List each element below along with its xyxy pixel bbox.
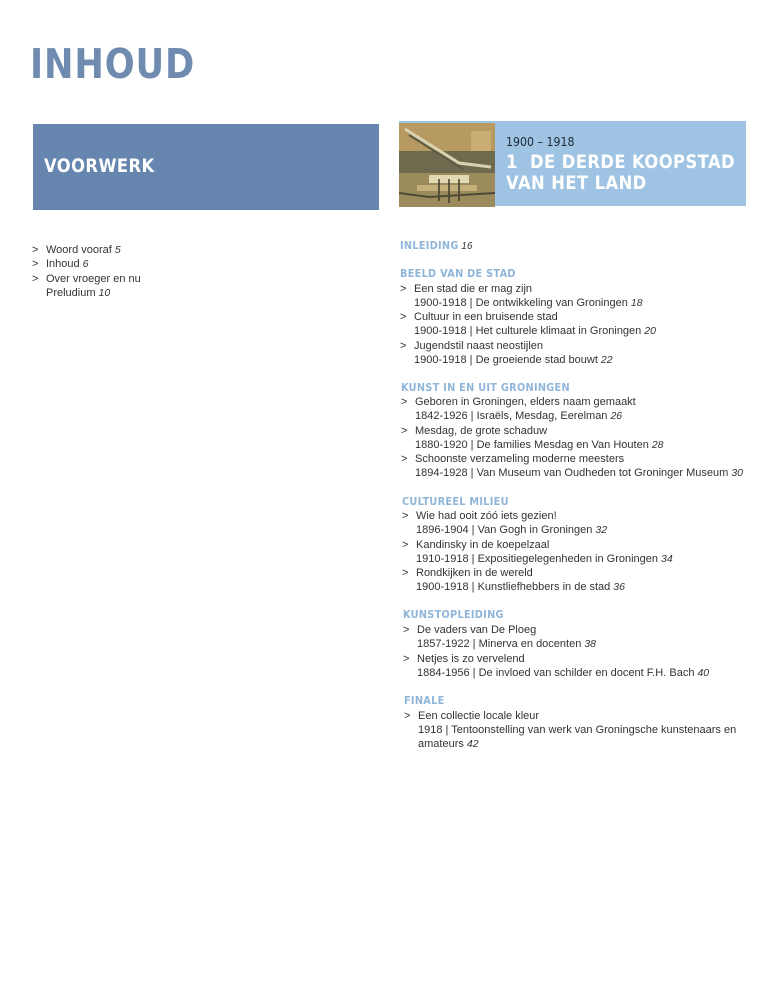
entry-subtitle: De families Mesdag en Van Houten [476, 439, 649, 452]
entry-subtitle: Minerva en docenten [478, 638, 582, 651]
entry-subtitle: Het culturele klimaat in Groningen [475, 325, 642, 338]
entry-years: 1896-1904 [416, 524, 469, 537]
item-label: Inhoud [46, 258, 80, 271]
entry-years: 1900-1918 [416, 581, 469, 594]
page-number: 38 [584, 638, 597, 651]
section-heading: BEELD VAN DE STAD [400, 268, 516, 280]
entry-subtitle: Tentoonstelling van werk van Groningsche kunstenaars en [451, 724, 737, 737]
entry-title: Mesdag, de grote schaduw [415, 425, 548, 437]
arrow-icon: > [401, 453, 408, 465]
page-number: 10 [98, 286, 111, 299]
arrow-icon: > [32, 258, 39, 271]
entry-years: 1900-1918 [414, 325, 467, 338]
arrow-icon: > [401, 396, 408, 408]
section-heading: KUNSTOPLEIDING [403, 609, 504, 621]
chapter-title [506, 152, 735, 194]
toc-entry[interactable] [403, 623, 596, 651]
voorwerk-list [32, 243, 141, 300]
page-number: 6 [82, 258, 89, 271]
list-item[interactable] [32, 257, 141, 271]
arrow-icon: > [403, 624, 410, 636]
entry-subline: 1918 | Tentoonstelling van werk van Groningsche kunstenaars en [418, 724, 737, 737]
arrow-icon: > [400, 340, 407, 352]
entry-subtitle-2: amateurs [418, 738, 464, 751]
toc-entry[interactable] [402, 566, 625, 594]
page-number: 16 [461, 240, 473, 252]
toc-entry[interactable] [403, 652, 709, 680]
toc-entry[interactable] [401, 395, 636, 423]
toc-entry[interactable] [401, 452, 743, 480]
entry-years: 1884-1956 [417, 667, 470, 680]
entry-subtitle: De ontwikkeling van Groningen [475, 297, 628, 310]
entry-title: Rondkijken in de wereld [416, 567, 533, 579]
arrow-icon: > [402, 539, 409, 551]
arrow-icon: > [404, 710, 411, 722]
entry-title: Kandinsky in de koepelzaal [416, 539, 550, 551]
entry-subtitle: Kunstliefhebbers in de stad [477, 581, 611, 594]
voorwerk-banner [33, 124, 379, 210]
toc-entry[interactable] [402, 509, 607, 537]
section-heading: KUNST IN EN UIT GRONINGEN [401, 382, 570, 394]
entry-title: Netjes is zo vervelend [417, 653, 525, 665]
toc-entry[interactable] [402, 538, 673, 566]
entry-subline: 1900-1918 | De groeiende stad bouwt 22 [414, 354, 613, 367]
entry-title: Cultuur in een bruisende stad [414, 311, 558, 323]
entry-title: Jugendstil naast neostijlen [414, 340, 544, 352]
page-number: 42 [466, 738, 479, 751]
arrow-icon: > [402, 567, 409, 579]
arrow-icon: > [32, 244, 39, 256]
item-label: Woord vooraf [46, 244, 112, 256]
page-number: 34 [661, 553, 673, 566]
entry-years: 1880-1920 [415, 439, 468, 452]
page-number: 20 [644, 325, 656, 338]
page-number: 40 [697, 667, 710, 680]
inleiding-label: INLEIDING [400, 240, 459, 252]
entry-title: Een collectie locale kleur [418, 710, 540, 722]
entry-subline: 1910-1918 | Expositiegelegenheden in Groningen 34 [416, 553, 673, 566]
page-title: INHOUD [30, 40, 196, 88]
chapter-years: 1900 – 1918 [506, 134, 575, 149]
entry-subtitle: Expositiegelegenheden in Groningen [477, 553, 659, 566]
page-number: 28 [651, 439, 664, 452]
chapter-title-line-1: 1 DE DERDE KOOPSTAD [506, 151, 736, 173]
entry-title: De vaders van De Ploeg [417, 624, 537, 636]
entry-subline-continuation [404, 737, 736, 751]
entry-subtitle: De groeiende stad bouwt [475, 354, 598, 367]
entry-subtitle: Van Museum van Oudheden tot Groninger Museum [476, 467, 729, 480]
entry-years: 1910-1918 [416, 553, 469, 566]
entry-subline: 1857-1922 | Minerva en docenten 38 [417, 638, 597, 651]
voorwerk-title: VOORWERK [44, 155, 155, 177]
entry-subline: 1896-1904 | Van Gogh in Groningen 32 [416, 524, 608, 537]
entry-subtitle: De invloed van schilder en docent F.H. Bach [478, 667, 695, 680]
arrow-icon: > [400, 283, 407, 295]
entry-years: 1918 [418, 724, 443, 737]
entry-years: 1900-1918 [414, 354, 467, 367]
list-item[interactable] [32, 243, 141, 257]
entry-years: 1857-1922 [417, 638, 470, 651]
arrow-icon: > [401, 425, 408, 437]
entry-subtitle: Israëls, Mesdag, Eerelman [476, 410, 608, 423]
item-label: Preludium [46, 286, 96, 299]
entry-title: Geboren in Groningen, elders naam gemaakt [415, 396, 636, 408]
chapter-banner [399, 121, 746, 206]
section-heading: FINALE [404, 695, 445, 707]
entry-subline: 1900-1918 | Kunstliefhebbers in de stad 36 [416, 581, 625, 594]
page-number: 22 [600, 354, 613, 367]
entry-years: 1842-1926 [415, 410, 468, 423]
entry-title: Schoonste verzameling moderne meesters [415, 453, 625, 465]
entry-years: 1900-1918 [414, 297, 467, 310]
chapter-title-line-2: VAN HET LAND [506, 172, 647, 194]
entry-subline: 1842-1926 | Israëls, Mesdag, Eerelman 26 [415, 410, 623, 423]
page-number: 36 [613, 581, 625, 594]
list-item[interactable] [32, 272, 141, 286]
item-label: Over vroeger en nu [46, 272, 141, 285]
page-number: 26 [610, 410, 623, 423]
section-heading: CULTUREEL MILIEU [402, 496, 509, 508]
entry-subline: 1884-1956 | De invloed van schilder en docent F.H. Bach 40 [417, 667, 710, 680]
arrow-icon: > [403, 653, 410, 665]
entry-years: 1894-1928 [415, 467, 468, 480]
page-number: 30 [731, 467, 743, 480]
toc-entry[interactable] [400, 282, 643, 310]
entry-subline: 1880-1920 | De families Mesdag en Van Houten 28 [415, 439, 664, 452]
page-number: 32 [595, 524, 608, 537]
arrow-icon: > [400, 311, 407, 323]
page-number: 5 [114, 244, 121, 256]
entry-subline: 1894-1928 | Van Museum van Oudheden tot Groninger Museum 30 [415, 467, 743, 480]
entry-title: Een stad die er mag zijn [414, 283, 533, 295]
entry-title: Wie had ooit zóó iets gezien! [416, 510, 557, 522]
toc-entry[interactable] [400, 310, 656, 338]
entry-subline: 1900-1918 | De ontwikkeling van Groningen 18 [414, 297, 643, 310]
toc-entry[interactable] [404, 709, 736, 752]
inleiding-heading[interactable] [400, 240, 473, 252]
toc-entry[interactable] [400, 339, 613, 367]
arrow-icon: > [402, 510, 409, 522]
page-number: 18 [630, 297, 643, 310]
chapter-thumbnail-painting [399, 123, 495, 207]
arrow-icon: > [32, 272, 39, 285]
toc-entry[interactable] [401, 424, 664, 452]
list-item-continuation[interactable] [32, 286, 141, 300]
entry-subtitle: Van Gogh in Groningen [477, 524, 593, 537]
entry-subline: 1900-1918 | Het culturele klimaat in Groningen 20 [414, 325, 656, 338]
